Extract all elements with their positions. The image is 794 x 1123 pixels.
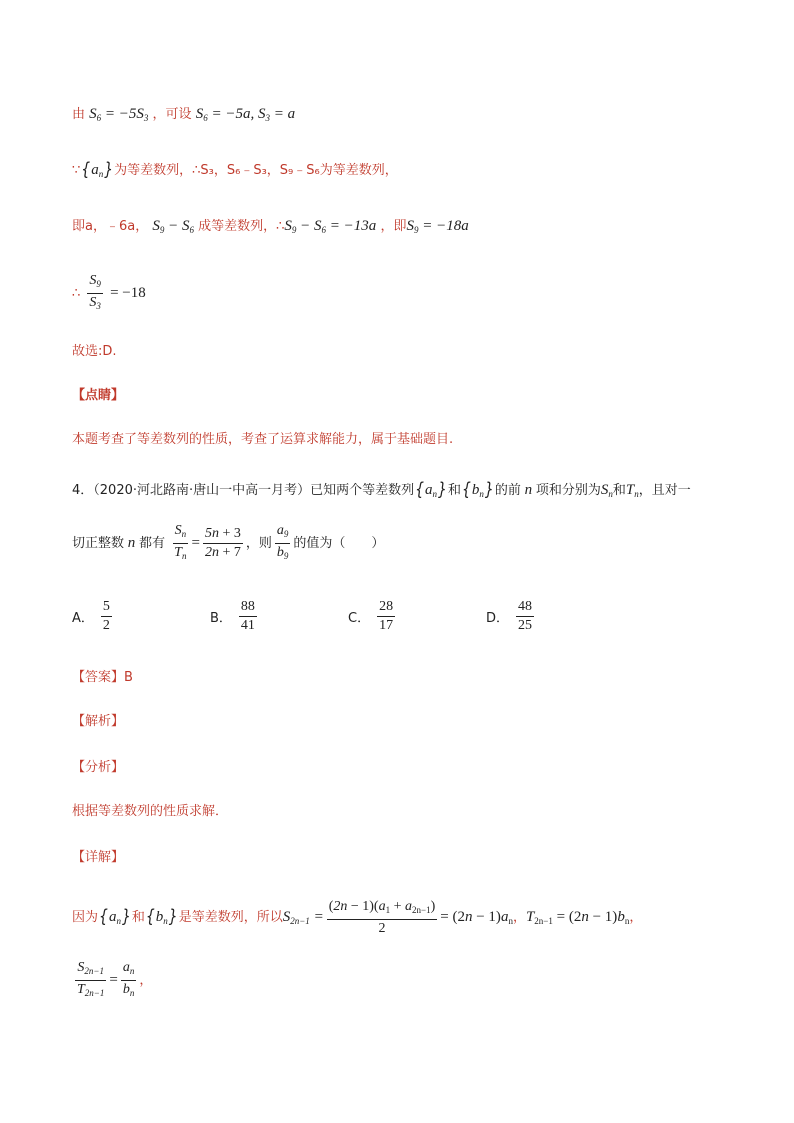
detail-line-2 (72, 958, 152, 1003)
option-a[interactable] (72, 598, 115, 635)
therefore-symbol: ∴ (72, 286, 81, 301)
var-t-n: $T_n$ (625, 482, 639, 499)
detail-line-1 (72, 895, 642, 943)
detail-heading: 【详解】 (72, 850, 125, 865)
fraction-s9-s3: $\frac{S_9}{S_3}$ (89, 273, 101, 311)
solution-line-2 (72, 160, 398, 184)
detail-rhs: = $(2n - 1)a_n$ (440, 909, 513, 926)
q4-text-2b: 都有 (139, 536, 166, 551)
q4-text-d: 项和分别为 (535, 483, 601, 498)
solution-line-5: 故选:D. (72, 344, 117, 359)
seq-a-n-q4: $\{a_n\}$ (415, 480, 447, 500)
line1-eq2: $S_6 = -5a$, $S_3 = a$ (195, 106, 296, 123)
question-4-line-1 (72, 480, 691, 504)
option-d-label: D． (486, 611, 510, 626)
detail-text-b: 和 (131, 910, 145, 925)
q4-text-f: ，且对一 (638, 483, 691, 498)
detail-sep-2: ， (629, 910, 643, 925)
line3-red: a，﹣6a， (85, 219, 149, 234)
solution-line-1 (72, 104, 295, 128)
line1-eq1: $S_6 = -5S_3$ (89, 106, 149, 123)
solution-line-3 (72, 216, 469, 240)
option-a-fraction: $\frac{5}{2}$ (102, 599, 110, 633)
option-b-fraction: $\frac{88}{41}$ (240, 599, 255, 633)
option-a-label: A． (72, 611, 94, 626)
answer-line: 【答案】B (72, 670, 133, 685)
q4-text-2a: 切正整数 (72, 536, 125, 551)
line3-prefix: 即 (72, 219, 86, 234)
detail-text-a: 因为 (72, 910, 99, 925)
line3-eq2: $S_9 - S_6 = -13a$ (284, 218, 377, 235)
detail-t2n-1: $T_{2n-1} = (2n - 1)b_n$ (525, 909, 630, 926)
line3-mid2: ，即 (380, 219, 407, 234)
dianjing-text: 本题考查了等差数列的性质，考查了运算求解能力，属于基础题目. (72, 432, 454, 447)
q4-text-b: 和 (447, 483, 461, 498)
question-4-line-2 (72, 522, 384, 565)
option-d-fraction: $\frac{48}{25}$ (518, 599, 533, 633)
detail-seq-a: $\{a_n\}$ (99, 907, 131, 927)
var-n-2: n (124, 535, 140, 551)
var-s-n: $S_n$ (600, 482, 613, 499)
line3-mid: 成等差数列，∴ (198, 219, 285, 234)
detail-s2n-1: $S_{2n-1}$ = (282, 909, 324, 926)
dianjing-heading: 【点睛】 (72, 388, 125, 403)
detail-seq-b: $\{b_n\}$ (145, 907, 178, 927)
option-c-label: C． (348, 611, 371, 626)
option-c-fraction: $\frac{28}{17}$ (379, 599, 394, 633)
detail-fraction: $\frac{(2n - 1)(a_1 + a_{2n-1})}{2}$ (328, 898, 436, 936)
detail-sep: ， (512, 910, 526, 925)
q4-text-e: 和 (612, 483, 626, 498)
q4-text-c: 的前 (494, 483, 521, 498)
q4-text-2d: 的值为（ ） (293, 536, 385, 551)
fraction-5n3-2n7: $\frac{5n + 3}{2n + 7}$ (204, 526, 241, 560)
line1-mid: ，可设 (152, 107, 192, 122)
fraction-sn-tn: $\frac{S_n}{T_n}$ (174, 523, 187, 561)
because-symbol: ∵ (72, 163, 81, 178)
q4-text-2c: ，则 (245, 536, 272, 551)
option-d[interactable] (486, 598, 537, 635)
fraction-s-t-2n-1: $\frac{S_{2n-1}}{T_{2n-1}}$ (77, 960, 105, 998)
line3-eq1: $S_9 - S_6$ (152, 218, 194, 235)
equals-sign: = (191, 535, 200, 551)
fraction-a9-b9: $\frac{a_9}{b_9}$ (276, 523, 289, 561)
equals-sign-2: = (109, 972, 118, 988)
detail-text-c: 是等差数列，所以 (178, 910, 283, 925)
line3-eq3: $S_9 = -18a$ (406, 218, 469, 235)
line2-text: 为等差数列，∴S₃，S₆﹣S₃，S₉﹣S₆为等差数列， (114, 163, 398, 178)
fenxi-text: 根据等差数列的性质求解． (72, 804, 229, 819)
option-b[interactable] (210, 598, 260, 635)
fenxi-heading: 【分析】 (72, 760, 125, 775)
seq-a-n: $\{a_n\}$ (81, 160, 114, 180)
line4-rhs: = −18 (110, 285, 146, 301)
detail-sep-3: ， (139, 973, 153, 988)
seq-b-n-q4: $\{b_n\}$ (461, 480, 494, 500)
var-n: n (520, 482, 536, 498)
solution-line-4 (72, 272, 146, 315)
option-c[interactable] (348, 598, 398, 635)
fraction-an-bn: $\frac{a_n}{b_n}$ (122, 960, 135, 998)
analysis-heading: 【解析】 (72, 714, 125, 729)
line1-prefix: 由 (72, 107, 86, 122)
q4-text-a: 4．（2020·河北路南·唐山一中高一月考）已知两个等差数列 (72, 483, 415, 498)
option-b-label: B． (210, 611, 232, 626)
